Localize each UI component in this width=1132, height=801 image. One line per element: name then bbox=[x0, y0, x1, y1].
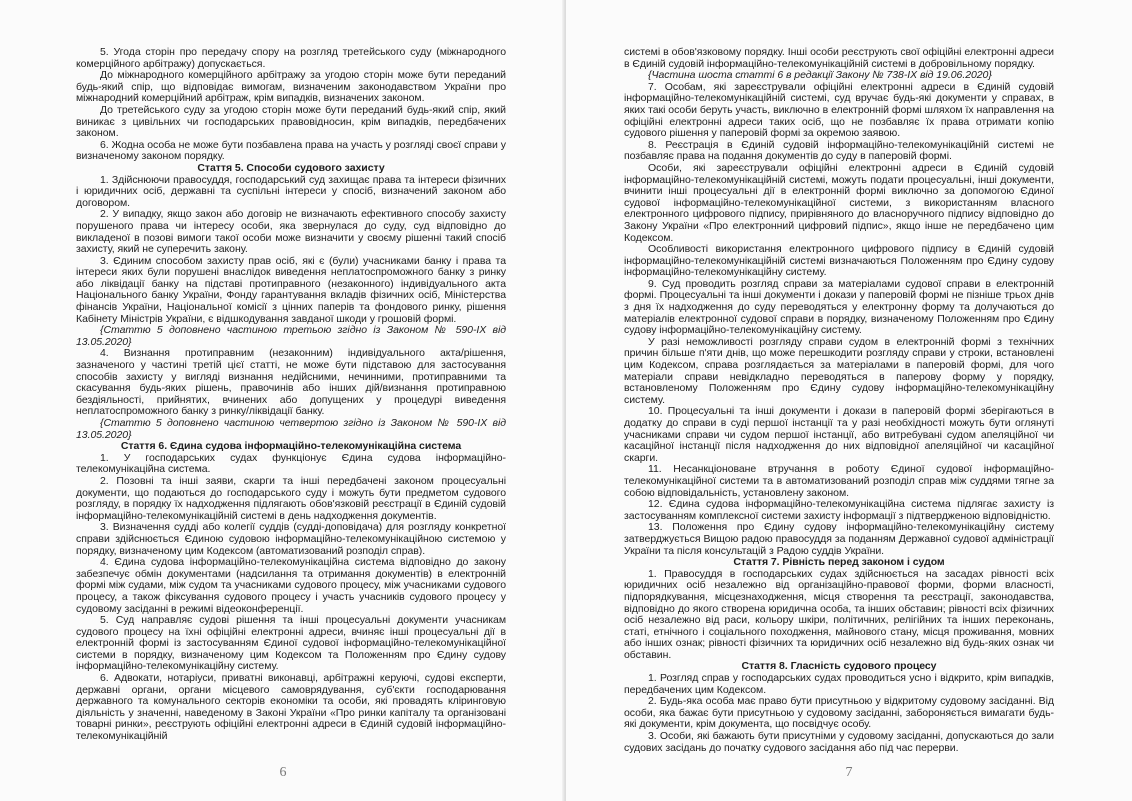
paragraph: 13. Положення про Єдину судову інформаційно-телекомунікаційну систему затверджується Вищою радою правосуддя за поданням Державної судової адміністрації України та після консультацій з Радою суддів України. bbox=[624, 521, 1054, 557]
article-heading: Стаття 5. Способи судового захисту bbox=[197, 161, 385, 174]
paragraph: 2. Позовні та інші заяви, скарги та інші передбачені законом процесуальні документи, що подаються до господарського суду і можуть бути предметом судового розгляду, в порядку їх надходження підлягають обов'язковій реєстрації в Єдиній судовій інформаційно-телекомунікаційній системі в день надходження документів. bbox=[76, 474, 506, 522]
paragraph: До третейського суду за угодою сторін може бути переданий будь-який спір, який виникає з цивільних чи господарських правовідносин, крім випадків, передбачених законом. bbox=[76, 103, 506, 140]
article-heading: Стаття 8. Гласність судового процесу bbox=[741, 660, 937, 673]
paragraph: 3. Єдиним способом захисту прав осіб, які є (були) учасниками банку і права та інтереси яких були порушені внаслідок виведення неплатоспроможного банку з ринку або ліквідації банку на підставі протиправного (незаконного) індивідуального акта Національного банку України, Фонду гарантування вкладів фізичних осіб, Міністерства фінансів України, Національної комісії з цінних паперів та фондового ринку, рішення Кабінету Міністрів України, є відшкодування завданої шкоди у грошовій формі. bbox=[76, 254, 506, 325]
paragraph: 11. Несанкціоноване втручання в роботу Єдиної судової інформаційно-телекомунікаційної системи та в автоматизований розподіл справ між суддями тягне за собою відповідальність, установлену законом. bbox=[624, 463, 1054, 499]
paragraph: 5. Угода сторін про передачу спору на розгляд третейського суду (міжнародного комерційного арбітражу) допускається. bbox=[76, 46, 506, 70]
page-number: 6 bbox=[279, 765, 287, 780]
paragraph: У разі неможливості розгляду справи судом в електронній формі з технічних причин більше п'яти днів, що може перешкодити розгляду справи у строки, встановлені цим Кодексом, справа розглядається за матеріалами в паперовій формі, для чого матеріали справи невідкладно переводяться в паперову форму у порядку, встановленому Положенням про Єдину судову інформаційно-телекомунікаційну систему. bbox=[624, 335, 1054, 406]
paragraph: 8. Реєстрація в Єдиній судовій інформаційно-телекомунікаційній системі не позбавляє права на подання документів до суду в паперовій формі. bbox=[624, 138, 1054, 163]
paragraph: До міжнародного комерційного арбітражу за угодою сторін може бути переданий будь-який спір, що відповідає вимогам, визначеним законодавством України про міжнародний комерційний арбітраж, крім випадків, визначених законом. bbox=[76, 69, 506, 105]
right-page bbox=[566, 0, 1132, 801]
paragraph: 10. Процесуальні та інші документи і докази в паперовій формі зберігаються в додатку до справи в суді першої інстанції та у разі необхідності можуть бути оглянуті учасниками справи чи судом першої інстанції, або витребувані судом апеляційної чи касаційної інстанції після надходження до них відповідної апеляційної чи касаційної скарги. bbox=[624, 405, 1054, 464]
paragraph: 6. Жодна особа не може бути позбавлена права на участь у розгляді своєї справи у визначеному законом порядку. bbox=[76, 138, 506, 163]
paragraph: Особливості використання електронного цифрового підпису в Єдиній судовій інформаційно-телекомунікаційній системі визначаються Положенням про Єдину судову інформаційно-телекомунікаційну систему. bbox=[624, 243, 1054, 279]
paragraph: 7. Особам, які зареєстрували офіційні електронні адреси в Єдиній судовій інформаційно-телекомунікаційній системі, суд вручає будь-які документи у справах, в яких такі особи беруть участь, виключно в електронній формі шляхом їх направлення на офіційні електронні адреси таких осіб, що не позбавляє їх права отримати копію судового рішення у паперовій формі за окремою заявою. bbox=[624, 80, 1054, 140]
paragraph: 1. Здійснюючи правосуддя, господарський суд захищає права та інтереси фізичних і юридичних осіб, державні та суспільні інтереси у спосіб, визначений законом або договором. bbox=[76, 173, 506, 209]
paragraph: Особи, які зареєстрували офіційні електронні адреси в Єдиній судовій інформаційно-телекомунікаційній системі, можуть подати процесуальні, інші документи, вчинити інші процесуальні дії в електронній формі виключно за допомогою Єдиної судової інформаційно-телекомунікаційної системи, з використанням власного електронного цифрового підпису, прирівняного до власноручного підпису відповідно до Закону України «Про електронний цифровий підпис», якщо інше не передбачено цим Кодексом. bbox=[624, 161, 1054, 244]
paragraph: 4. Визнання протиправним (незаконним) індивідуального акта/рішення, зазначеного у частині третій цієї статті, не може бути підставою для застосування способів захисту у вигляді визнання недійсними, нечинними, протиправними та скасування будь-яких рішень, правочинів або інших дій/визнання протиправною бездіяльності, прийнятих, вчинених або допущених у процедурі виведення неплатоспроможного банку з ринку/ліквідації банку. bbox=[76, 347, 506, 418]
paragraph: 4. Єдина судова інформаційно-телекомунікаційна система відповідно до закону забезпечує обмін документами (надсилання та отримання документів) в електронній формі між судами, між судом та учасниками судового процесу, між учасниками судового процесу, а також фіксування судового процесу і участь учасників судового процесу у судовому засіданні в режимі відеоконференції. bbox=[76, 556, 506, 615]
left-page-text bbox=[76, 47, 506, 743]
right-page-text bbox=[624, 47, 1054, 754]
paragraph: 2. У випадку, якщо закон або договір не визначають ефективного способу захисту порушеного права чи інтересу особи, яка звернулася до суду, суд відповідно до викладеної в позові вимоги такої особи може визначити у своєму рішенні такий спосіб захисту, який не суперечить закону. bbox=[76, 208, 506, 256]
amendment-note: {Статтю 5 доповнено частиною третьою згідно із Законом № 590-IX від 13.05.2020} bbox=[76, 324, 506, 348]
paragraph: 1. Правосуддя в господарських судах здійснюється на засадах рівності всіх юридичних осіб незалежно від організаційно-правової форми, форми власності, підпорядкування, місцезнаходження, місця створення та реєстрації, законодавства, відповідно до якого створена юридична особа, та інших обставин; рівності всіх фізичних осіб незалежно від раси, кольору шкіри, політичних, релігійних та інших переконань, статі, етнічного і соціального походження, майнового стану, місця проживання, мовних або інших ознак; рівності фізичних та юридичних осіб незалежно від будь-яких ознак чи обставин. bbox=[624, 567, 1054, 661]
amendment-note: {Частина шоста статті 6 в редакції Закону № 738-IX від 19.06.2020} bbox=[648, 69, 992, 82]
paragraph: 3. Особи, які бажають бути присутніми у судовому засіданні, допускаються до зали судових засідань до початку судового засідання або під час перерви. bbox=[624, 730, 1054, 754]
paragraph: 9. Суд проводить розгляд справи за матеріалами судової справи в електронній формі. Процесуальні та інші документи і докази у паперовій формі не пізніше трьох днів з дня їх надходження до суду переводяться у електронну форму та долучаються до матеріалів електронної судової справи в порядку, визначеному Положенням про Єдину судову інформаційно-телекомунікаційну систему. bbox=[624, 277, 1054, 337]
paragraph: 1. У господарських судах функціонує Єдина судова інформаційно-телекомунікаційна система. bbox=[76, 451, 506, 476]
paragraph: системі в обов'язковому порядку. Інші особи реєструють свої офіційні електронні адреси в Єдиній судовій інформаційно-телекомунікаційній системі в добровільному порядку. bbox=[624, 46, 1054, 70]
page-number: 7 bbox=[845, 765, 853, 780]
article-heading: Стаття 6. Єдина судова інформаційно-телекомунікаційна система bbox=[120, 440, 462, 453]
paragraph: 5. Суд направляє судові рішення та інші процесуальні документи учасникам судового процесу на їхні офіційні електронні адреси, вчиняє інші процесуальні дії в електронній формі із застосуванням Єдиної судової інформаційно-телекомунікаційної системи в порядку, визначеному цим Кодексом та Положенням про Єдину судову інформаційно-телекомунікаційну систему. bbox=[76, 614, 506, 673]
paragraph: 6. Адвокати, нотаріуси, приватні виконавці, арбітражні керуючі, судові експерти, державні органи, органи місцевого самоврядування, суб'єкти господарювання державного та комунального секторів економіки та особи, які провадять кліринговую діяльність у значенні, наведеному в Законі України «Про ринки капіталу та організовані товарні ринки», реєструють офіційні електронні адреси в Єдиній судовій інформаційно-телекомунікаційній bbox=[76, 672, 506, 743]
paragraph: 2. Будь-яка особа має право бути присутньою у відкритому судовому засіданні. Від особи, яка бажає бути присутньою у судовому засіданні, забороняється вимагати будь-які документи, крім документа, що посвідчує особу. bbox=[624, 695, 1054, 731]
paragraph: 3. Визначення судді або колегії суддів (судді-доповідача) для розгляду конкретної справи здійснюється Єдиною судовою інформаційно-телекомунікаційною системою у порядку, визначеному цим Кодексом (автоматизований розподіл справ). bbox=[76, 521, 506, 557]
paragraph: 12. Єдина судова інформаційно-телекомунікаційна система підлягає захисту із застосуванням комплексної системи захисту інформації з підтвердженою відповідністю. bbox=[624, 498, 1054, 522]
article-heading: Стаття 7. Рівність перед законом і судом bbox=[733, 556, 945, 569]
paragraph: 1. Розгляд справ у господарських судах проводиться усно і відкрито, крім випадків, передбачених цим Кодексом. bbox=[624, 672, 1054, 696]
amendment-note: {Статтю 5 доповнено частиною четвертою згідно із Законом № 590-IX від 13.05.2020} bbox=[76, 417, 506, 441]
